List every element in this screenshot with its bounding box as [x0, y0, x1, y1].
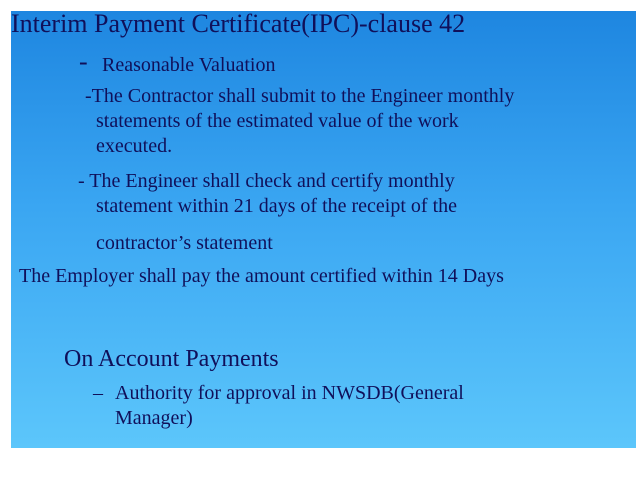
bullet-dash: - [79, 47, 88, 76]
sub-bullet-dash: – [93, 382, 103, 404]
engineer-certify-line-1: - The Engineer shall check and certify monthly [78, 170, 455, 192]
contractor-submission-line-1: -The Contractor shall submit to the Engineer monthly [85, 85, 515, 107]
authority-approval-line-1: Authority for approval in NWSDB(General [115, 382, 464, 404]
reasonable-valuation-heading: Reasonable Valuation [102, 54, 276, 76]
engineer-certify-line-2: statement within 21 days of the receipt of the [96, 195, 458, 217]
contractor-submission-line-2: statements of the estimated value of the work [96, 110, 459, 132]
authority-approval-line-2: Manager) [115, 407, 193, 429]
contractor-submission-line-3: executed. [96, 135, 173, 157]
slide [11, 11, 636, 448]
engineer-certify-line-3: contractor’s statement [96, 232, 273, 254]
slide-title: Interim Payment Certificate(IPC)-clause 42 [11, 9, 466, 38]
on-account-payments-heading: On Account Payments [64, 346, 279, 372]
employer-payment-line: The Employer shall pay the amount certified within 14 Days [19, 265, 504, 287]
